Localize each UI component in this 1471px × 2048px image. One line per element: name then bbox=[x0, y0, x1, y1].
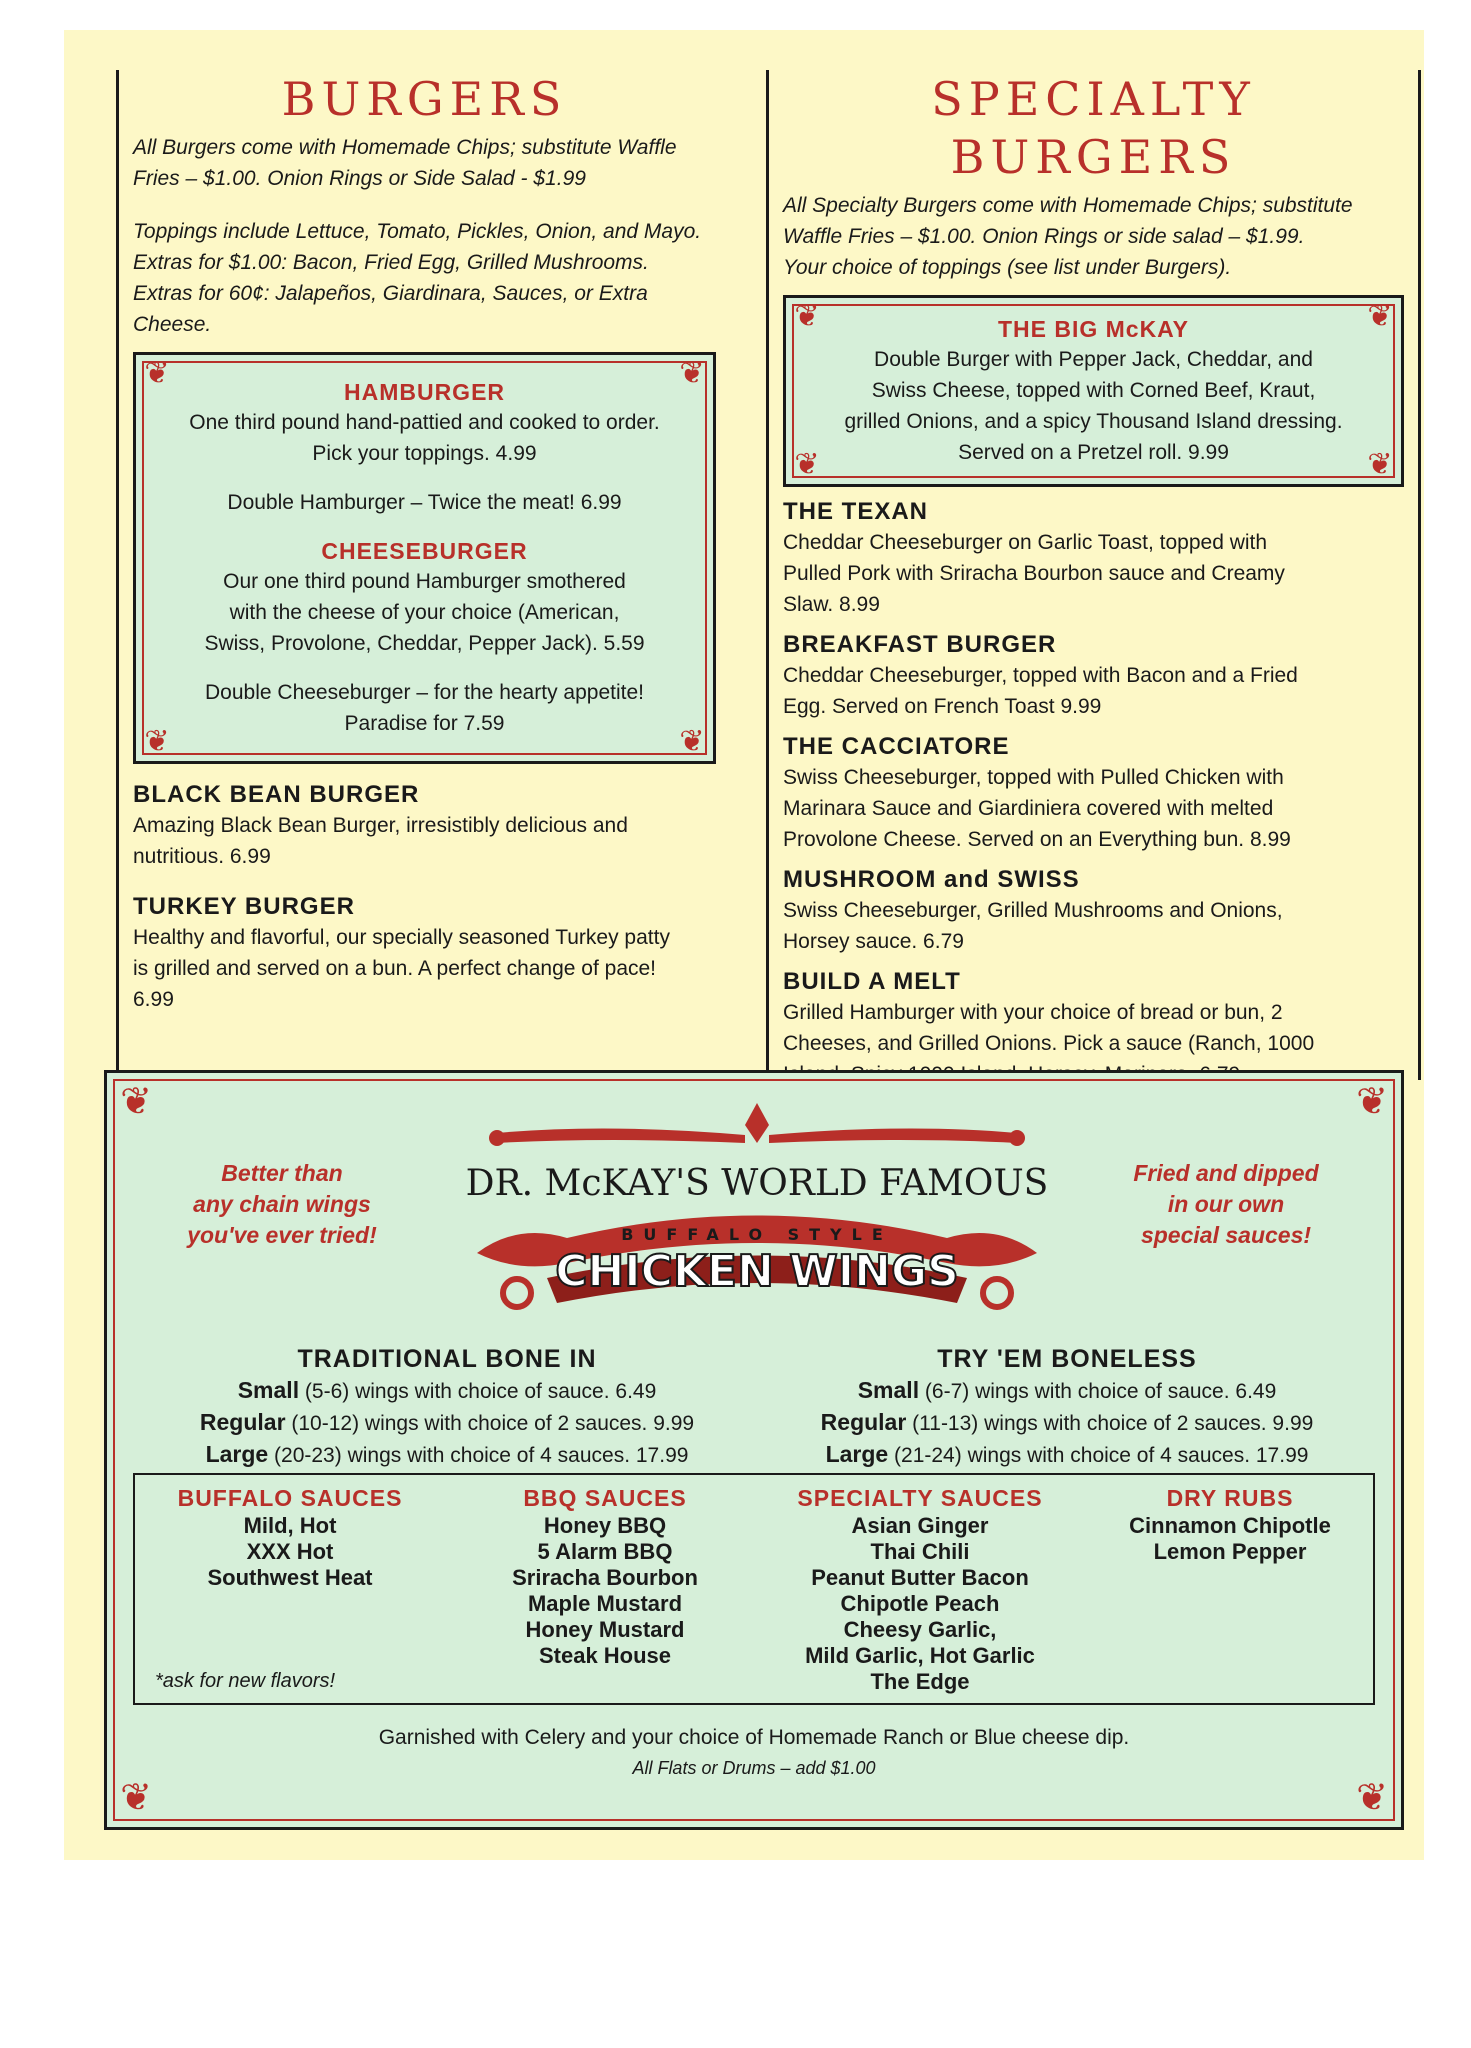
price-row bbox=[147, 1407, 747, 1439]
sauce-item: Asian Ginger bbox=[851, 1513, 989, 1538]
sauce-item: The Edge bbox=[870, 1669, 970, 1694]
price-text: (5-6) wings with choice of sauce. 6.49 bbox=[299, 1380, 657, 1403]
double-cheeseburger: Double Cheeseburger – for the hearty appetite! bbox=[205, 681, 644, 704]
menu-item bbox=[783, 732, 1404, 855]
tagline-line: special sauces! bbox=[1140, 1222, 1312, 1248]
price-text: (11-13) wings with choice of 2 sauces. 9.99 bbox=[906, 1412, 1314, 1435]
sauce-item: Chipotle Peach bbox=[840, 1591, 1000, 1616]
big-mckay-desc: Swiss Cheese, topped with Corned Beef, Kraut, bbox=[871, 379, 1316, 402]
garnish-note: Garnished with Celery and your choice of Homemade Ranch or Blue cheese dip. bbox=[378, 1726, 1130, 1749]
burgers-title: BURGERS bbox=[281, 72, 568, 126]
toppings-line: Extras for 60¢: Jalapeños, Giardinara, Sauces, or Extra Cheese. bbox=[133, 282, 648, 336]
size-label: Regular bbox=[820, 1409, 907, 1435]
flourish-icon: ❦ bbox=[679, 356, 705, 391]
bone-in-title: TRADITIONAL BONE IN bbox=[297, 1345, 597, 1373]
burgers-section bbox=[116, 70, 716, 1080]
price-row bbox=[767, 1439, 1367, 1471]
sauce-item: Sriracha Bourbon bbox=[512, 1565, 698, 1590]
item-desc: 6.99 bbox=[133, 988, 174, 1011]
chicken-wings-logo bbox=[457, 1103, 1057, 1333]
flourish-icon: ❦ bbox=[1367, 299, 1393, 334]
flourish-icon: ❦ bbox=[679, 724, 705, 759]
menu-item bbox=[783, 630, 1404, 722]
item-desc: Cheeses, and Grilled Onions. Pick a sauce (Ranch, 1000 bbox=[783, 1032, 1315, 1055]
item-desc: Egg. Served on French Toast 9.99 bbox=[783, 695, 1102, 718]
item-desc: Healthy and flavorful, our specially seasoned Turkey patty bbox=[133, 926, 670, 949]
big-mckay-desc: grilled Onions, and a spicy Thousand Island dressing. bbox=[844, 410, 1343, 433]
cheeseburger-desc: with the cheese of your choice (American, bbox=[229, 601, 620, 624]
specialty-intro-line: All Specialty Burgers come with Homemade Chips; substitute bbox=[783, 194, 1353, 217]
sauce-item: Thai Chili bbox=[870, 1539, 970, 1564]
item-desc: Amazing Black Bean Burger, irresistibly delicious and bbox=[133, 814, 628, 837]
sauce-item: Cheesy Garlic, bbox=[843, 1617, 997, 1642]
cheeseburger-desc: Our one third pound Hamburger smothered bbox=[223, 570, 626, 593]
sauce-item: XXX Hot bbox=[246, 1539, 334, 1564]
burgers-intro-line: All Burgers come with Homemade Chips; substitute Waffle bbox=[133, 136, 677, 159]
flourish-icon: ❦ bbox=[1356, 1081, 1388, 1123]
item-desc: Pulled Pork with Sriracha Bourbon sauce and Creamy bbox=[783, 562, 1285, 585]
item-desc: is grilled and served on a bun. A perfect change of pace! bbox=[133, 957, 657, 980]
flourish-icon: ❦ bbox=[794, 299, 820, 334]
specialty-intro bbox=[783, 190, 1404, 283]
flourish-icon: ❦ bbox=[120, 1081, 152, 1123]
sauce-item: Peanut Butter Bacon bbox=[811, 1565, 1029, 1590]
sauce-heading: DRY RUBS bbox=[1166, 1485, 1294, 1511]
item-name: BUILD A MELT bbox=[783, 968, 961, 995]
hamburger-desc: One third pound hand-pattied and cooked to order. bbox=[189, 411, 660, 434]
item-name: MUSHROOM and SWISS bbox=[783, 866, 1080, 893]
size-label: Small bbox=[237, 1377, 300, 1403]
flourish-icon: ❦ bbox=[1367, 447, 1393, 482]
hamburger-name: HAMBURGER bbox=[343, 379, 506, 405]
item-name: BREAKFAST BURGER bbox=[783, 631, 1057, 658]
item-desc: Horsey sauce. 6.79 bbox=[783, 930, 964, 953]
item-desc: Provolone Cheese. Served on an Everything bun. 8.99 bbox=[783, 828, 1291, 851]
hamburger-desc: Pick your toppings. 4.99 bbox=[312, 442, 537, 465]
item-name: THE TEXAN bbox=[783, 498, 929, 525]
item-desc: Cheddar Cheeseburger, topped with Bacon and a Fried bbox=[783, 664, 1298, 687]
price-row bbox=[767, 1375, 1367, 1407]
sauce-column bbox=[465, 1483, 745, 1669]
specialty-title: SPECIALTY BURGERS bbox=[931, 72, 1256, 184]
burgers-intro bbox=[133, 132, 716, 340]
menu-item bbox=[783, 865, 1404, 957]
size-label: Large bbox=[205, 1441, 269, 1467]
big-mckay-box bbox=[783, 295, 1404, 487]
big-mckay-name: THE BIG McKAY bbox=[997, 316, 1190, 342]
size-label: Large bbox=[825, 1441, 889, 1467]
sauce-item: Honey BBQ bbox=[543, 1513, 667, 1538]
size-label: Regular bbox=[199, 1409, 286, 1435]
flourish-icon: ❦ bbox=[144, 356, 170, 391]
sauce-item: Cinnamon Chipotle bbox=[1129, 1513, 1331, 1538]
sauce-item: Mild Garlic, Hot Garlic bbox=[805, 1643, 1035, 1668]
sauce-item: 5 Alarm BBQ bbox=[537, 1539, 673, 1564]
price-row bbox=[767, 1407, 1367, 1439]
item-desc: Swiss Cheeseburger, Grilled Mushrooms and Onions, bbox=[783, 899, 1283, 922]
item-name: THE CACCIATORE bbox=[783, 733, 1010, 760]
sauce-note: *ask for new flavors! bbox=[155, 1670, 336, 1692]
price-row bbox=[147, 1375, 747, 1407]
tagline-right bbox=[1111, 1158, 1341, 1251]
price-text: (21-24) wings with choice of 4 sauces. 17.99 bbox=[888, 1444, 1309, 1467]
sauce-item: Lemon Pepper bbox=[1153, 1539, 1307, 1564]
flourish-icon: ❦ bbox=[144, 724, 170, 759]
item-desc: Marinara Sauce and Giardiniera covered with melted bbox=[783, 797, 1274, 820]
bone-in-pricing bbox=[147, 1343, 747, 1471]
flourish-icon: ❦ bbox=[794, 447, 820, 482]
item-desc: nutritious. 6.99 bbox=[133, 845, 271, 868]
menu-page bbox=[64, 30, 1424, 1860]
size-label: Small bbox=[857, 1377, 920, 1403]
big-mckay-desc: Double Burger with Pepper Jack, Cheddar, and bbox=[874, 348, 1313, 371]
sauce-column bbox=[1095, 1483, 1365, 1565]
sauce-item: Mild, Hot bbox=[243, 1513, 337, 1538]
sauces-box bbox=[133, 1473, 1375, 1705]
logo-top-text: DR. McKAY'S WORLD FAMOUS bbox=[465, 1163, 1049, 1204]
flourish-icon: ❦ bbox=[1356, 1777, 1388, 1819]
cheeseburger-desc: Swiss, Provolone, Cheddar, Pepper Jack). 5.59 bbox=[204, 632, 645, 655]
double-cheeseburger: Paradise for 7.59 bbox=[344, 712, 505, 735]
price-text: (20-23) wings with choice of 4 sauces. 17.99 bbox=[268, 1444, 689, 1467]
boneless-title: TRY 'EM BONELESS bbox=[937, 1345, 1197, 1373]
tagline-left bbox=[167, 1158, 397, 1251]
big-mckay-desc: Served on a Pretzel roll. 9.99 bbox=[958, 441, 1229, 464]
sauce-heading: BUFFALO SAUCES bbox=[177, 1485, 403, 1511]
specialty-intro-line: Waffle Fries – $1.00. Onion Rings or side salad – $1.99. bbox=[783, 225, 1305, 248]
double-hamburger: Double Hamburger – Twice the meat! 6.99 bbox=[227, 491, 622, 514]
menu-item bbox=[133, 892, 716, 1015]
sauce-column bbox=[760, 1483, 1080, 1695]
cheeseburger-name: CHEESEBURGER bbox=[321, 538, 528, 564]
sauce-item: Honey Mustard bbox=[525, 1617, 685, 1642]
price-row bbox=[147, 1439, 747, 1471]
tagline-line: any chain wings bbox=[193, 1191, 371, 1217]
boneless-pricing bbox=[767, 1343, 1367, 1471]
logo-main-text: CHICKEN WINGS bbox=[555, 1246, 959, 1297]
toppings-line: Toppings include Lettuce, Tomato, Pickles, Onion, and Mayo. bbox=[133, 220, 702, 243]
sauce-heading: BBQ SAUCES bbox=[523, 1485, 687, 1511]
sauce-column bbox=[145, 1483, 435, 1591]
sauce-heading: SPECIALTY SAUCES bbox=[797, 1485, 1043, 1511]
specialty-intro-line: Your choice of toppings (see list under Burgers). bbox=[783, 256, 1232, 279]
price-text: (10-12) wings with choice of 2 sauces. 9.99 bbox=[285, 1412, 695, 1435]
specialty-section bbox=[766, 70, 1421, 1080]
price-text: (6-7) wings with choice of sauce. 6.49 bbox=[919, 1380, 1277, 1403]
sauce-item: Steak House bbox=[538, 1643, 672, 1668]
tagline-line: Better than bbox=[221, 1160, 343, 1186]
sauce-item: Maple Mustard bbox=[527, 1591, 683, 1616]
menu-item bbox=[783, 497, 1404, 620]
hamburger-box bbox=[133, 352, 716, 764]
item-name: TURKEY BURGER bbox=[133, 893, 355, 920]
item-desc: Cheddar Cheeseburger on Garlic Toast, topped with bbox=[783, 531, 1268, 554]
sauce-item: Southwest Heat bbox=[207, 1565, 373, 1590]
wings-section bbox=[104, 1070, 1404, 1830]
menu-item bbox=[133, 780, 716, 872]
item-desc: Grilled Hamburger with your choice of bread or bun, 2 bbox=[783, 1001, 1283, 1024]
tagline-line: in our own bbox=[1167, 1191, 1285, 1217]
toppings-line: Extras for $1.00: Bacon, Fried Egg, Grilled Mushrooms. bbox=[133, 251, 649, 274]
flourish-icon: ❦ bbox=[120, 1777, 152, 1819]
tagline-line: Fried and dipped bbox=[1133, 1160, 1319, 1186]
item-desc: Swiss Cheeseburger, topped with Pulled Chicken with bbox=[783, 766, 1284, 789]
tagline-line: you've ever tried! bbox=[187, 1222, 377, 1248]
burgers-intro-line: Fries – $1.00. Onion Rings or Side Salad - $1.99 bbox=[133, 167, 586, 190]
item-desc: Slaw. 8.99 bbox=[783, 593, 880, 616]
logo-sub-text: BUFFALO STYLE bbox=[621, 1225, 893, 1244]
flats-note: All Flats or Drums – add $1.00 bbox=[632, 1758, 876, 1778]
item-name: BLACK BEAN BURGER bbox=[133, 781, 420, 808]
